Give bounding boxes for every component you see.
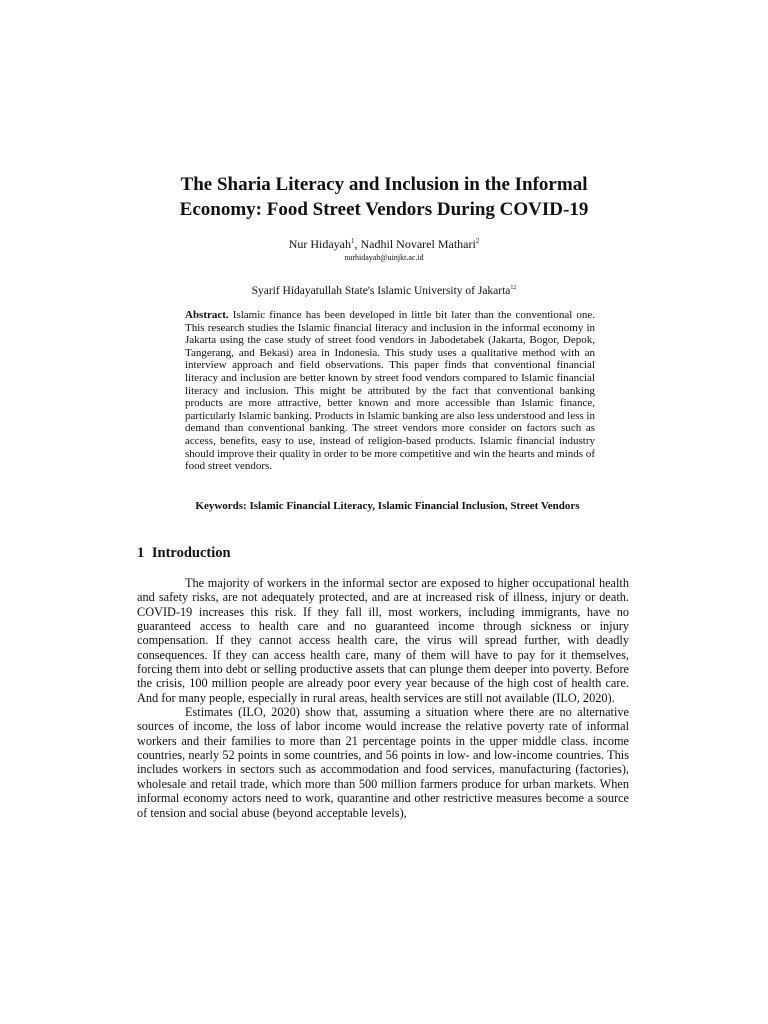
author-name: Nadhil Novarel Mathari (360, 237, 476, 251)
author-name: Nur Hidayah (288, 237, 352, 251)
author-separator: , (354, 237, 361, 251)
affiliation-name: Syarif Hidayatullah State's Islamic University of Jakarta (251, 285, 511, 297)
title-line-2: Economy: Food Street Vendors During COVID-19 (179, 199, 589, 220)
author-affiliation-marker: 2 (475, 237, 480, 245)
section-number: 1 (137, 545, 145, 561)
section-body (137, 576, 629, 820)
keywords: Keywords: Islamic Financial Literacy, Islamic Financial Inclusion, Street Vendors (195, 500, 580, 512)
abstract-text: Islamic finance has been developed in little bit later than the conventional one. This research studies the Islamic financial literacy and inclusion in the informal economy in Jakarta using the case study of street food vendors in Jabodetabek (Jakarta, Bogor, Depok, Tangerang, and Bekasi) area in Indonesia. This study uses a qualitative method with an interview approach and field observations. This paper finds that conventional financial literacy and inclusion are better known by street food vendors compared to Islamic financial literacy and inclusion. This might be attributed by the fact that conventional banking products are more attractive, better known and more accessible than Islamic finance, particularly Islamic banking. Products in Islamic banking are also less understood and less in demand than conventional banking. The street vendors more consider on factors such as access, benefits, easy to use, instead of religion-based products. Islamic financial industry should improve their quality in order to be more competitive and win the hearts and minds of food street vendors. (185, 309, 596, 473)
section-title: Introduction (151, 545, 231, 561)
author-email: nurhidayah@uinjkt.ac.id (344, 253, 424, 262)
author-affiliation-marker: 1 (351, 237, 355, 245)
abstract (185, 309, 595, 473)
body-paragraph: Estimates (ILO, 2020) show that, assuming a situation where there are no alternative sources of income, the loss of labor income would increase the relative poverty rate of informal workers and their families to more than 21 percentage points in the upper middle class. income countries, nearly 52 points in some countries, and 56 points in low- and low-income countries. This includes workers in sectors such as accommodation and food services, manufacturing (factories), wholesale and retail trade, which more than 500 million farmers produce for urban markets. When informal economy actors need to work, quarantine and other restrictive measures become a source of tension and social abuse (beyond acceptable levels), (137, 705, 629, 820)
affiliation-marker: 12 (510, 285, 517, 292)
title-line-1: The Sharia Literacy and Inclusion in the Informal (180, 174, 588, 195)
abstract-label: Abstract. (185, 309, 229, 321)
section-heading (137, 544, 231, 562)
author-list (150, 237, 618, 252)
paper-title (120, 172, 648, 222)
author-affiliation (150, 284, 618, 298)
body-paragraph: The majority of workers in the informal sector are exposed to higher occupational health and safety risks, are not adequately protected, and are at increased risk of illness, injury or death. COVID-19 increases this risk. If they fall ill, most workers, including immigrants, have no guaranteed access to health care and no guaranteed income through sickness or injury compensation. If they cannot access health care, the virus will spread further, with deadly consequences. If they can access health care, many of them will have to pay for it themselves, forcing them into debt or selling productive assets that can plunge them deeper into poverty. Before the crisis, 100 million people are already poor every year because of the high cost of health care. And for many people, especially in rural areas, health services are still not available (ILO, 2020). (137, 576, 629, 705)
